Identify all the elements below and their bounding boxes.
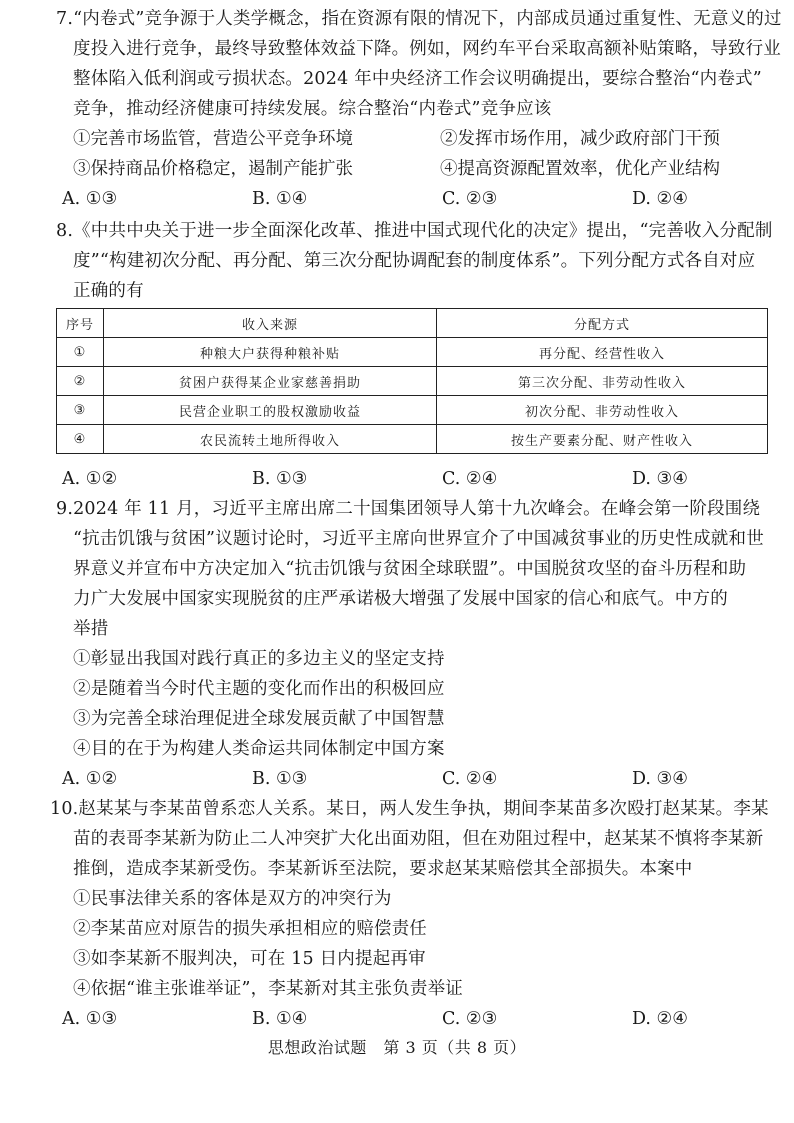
question-10-item-3: ③如李某新不服判决，可在 15 日内提起再审	[73, 949, 426, 969]
table-header-cell: 分配方式	[437, 309, 768, 338]
choice-a[interactable]: A. ①③	[62, 189, 118, 209]
question-9-stem-line: 9.2024 年 11 月，习近平主席出席二十国集团领导人第十九次峰会。在峰会第一阶段围绕	[56, 499, 761, 519]
table-row	[57, 396, 768, 425]
question-7-item-3: ③保持商品价格稳定，遏制产能扩张	[73, 159, 353, 179]
question-7-stem-line: 整体陷入低利润或亏损状态。2024 年中央经济工作会议明确提出，要综合整治“内卷式”	[73, 69, 762, 89]
table-cell: 种粮大户获得种粮补贴	[104, 338, 437, 367]
table-cell: 第三次分配、非劳动性收入	[437, 367, 768, 396]
table-cell: ①	[57, 338, 104, 367]
choice-b[interactable]: B. ①③	[252, 469, 308, 489]
choice-b[interactable]: B. ①④	[252, 189, 308, 209]
choice-b[interactable]: B. ①④	[252, 1009, 308, 1029]
question-9	[56, 494, 768, 794]
question-7-items-row	[56, 154, 768, 184]
choice-b[interactable]: B. ①③	[252, 769, 308, 789]
income-distribution-table	[56, 308, 768, 454]
question-7-stem-line: 7.“内卷式”竞争源于人类学概念，指在资源有限的情况下，内部成员通过重复性、无意义的过	[56, 9, 782, 29]
table-header-cell: 序号	[57, 309, 104, 338]
table-cell: ④	[57, 425, 104, 454]
choice-a[interactable]: A. ①②	[62, 469, 118, 489]
table-cell: 贫困户获得某企业家慈善捐助	[104, 367, 437, 396]
choice-d[interactable]: D. ③④	[632, 769, 688, 789]
table-row	[57, 367, 768, 396]
question-8-choices	[56, 464, 768, 494]
question-10	[50, 794, 769, 1034]
question-9-choices	[56, 764, 768, 794]
question-8-stem-line: 度”“构建初次分配、再分配、第三次分配协调配套的制度体系”。下列分配方式各自对应	[73, 251, 756, 271]
question-9-item-4: ④目的在于为构建人类命运共同体制定中国方案	[73, 739, 445, 759]
table-cell: 再分配、经营性收入	[437, 338, 768, 367]
choice-a[interactable]: A. ①②	[62, 769, 118, 789]
choice-c[interactable]: C. ②③	[442, 189, 498, 209]
question-9-stem-line: “抗击饥饿与贫困”议题讨论时，习近平主席向世界宣介了中国减贫事业的历史性成就和世	[73, 529, 764, 549]
question-10-item-2: ②李某苗应对原告的损失承担相应的赔偿责任	[73, 919, 427, 939]
question-8-stem-line: 8.《中共中央关于进一步全面深化改革、推进中国式现代化的决定》提出，“完善收入分配制	[56, 221, 773, 241]
page-footer: 思想政治试题 第 3 页（共 8 页）	[267, 1038, 527, 1057]
question-10-stem-line: 苗的表哥李某新为防止二人冲突扩大化出面劝阻，但在劝阻过程中，赵某某不慎将李某新	[73, 829, 764, 849]
question-10-choices	[50, 1004, 762, 1034]
table-row	[57, 338, 768, 367]
question-9-stem-line: 力广大发展中国家实现脱贫的庄严承诺极大增强了发展中国家的信心和底气。中方的	[73, 589, 728, 609]
question-9-item-3: ③为完善全球治理促进全球发展贡献了中国智慧	[73, 709, 445, 729]
question-7-choices	[56, 184, 768, 214]
table-row	[57, 425, 768, 454]
question-9-stem-line: 举措	[73, 619, 109, 639]
question-8-stem-line: 正确的有	[73, 281, 144, 301]
table-cell: 民营企业职工的股权激励收益	[104, 396, 437, 425]
question-8-choices-wrap	[56, 464, 768, 494]
choice-c[interactable]: C. ②④	[442, 769, 498, 789]
question-9-item-1: ①彰显出我国对践行真正的多边主义的坚定支持	[73, 649, 445, 669]
choice-d[interactable]: D. ③④	[632, 469, 688, 489]
choice-c[interactable]: C. ②④	[442, 469, 498, 489]
question-10-stem-line: 10.赵某某与李某苗曾系恋人关系。某日，两人发生争执，期间李某苗多次殴打赵某某。李某	[50, 799, 769, 819]
choice-c[interactable]: C. ②③	[442, 1009, 498, 1029]
table-cell: 农民流转土地所得收入	[104, 425, 437, 454]
table-cell: ③	[57, 396, 104, 425]
question-7-stem-line: 竞争，推动经济健康可持续发展。综合整治“内卷式”竞争应该	[73, 99, 552, 119]
choice-d[interactable]: D. ②④	[632, 189, 688, 209]
question-7-item-1: ①完善市场监管，营造公平竞争环境	[73, 129, 353, 149]
question-7-items-row	[56, 124, 768, 154]
table-cell: 初次分配、非劳动性收入	[437, 396, 768, 425]
table-cell: 按生产要素分配、财产性收入	[437, 425, 768, 454]
question-7	[56, 4, 782, 214]
question-7-item-4: ④提高资源配置效率，优化产业结构	[440, 159, 720, 179]
question-7-stem-line: 度投入进行竞争，最终导致整体效益下降。例如，网约车平台采取高额补贴策略，导致行业	[73, 39, 781, 59]
choice-a[interactable]: A. ①③	[62, 1009, 118, 1029]
question-9-item-2: ②是随着当今时代主题的变化而作出的积极回应	[73, 679, 445, 699]
choice-d[interactable]: D. ②④	[632, 1009, 688, 1029]
table-header-cell: 收入来源	[104, 309, 437, 338]
table-header-row	[57, 309, 768, 338]
question-10-stem-line: 推倒，造成李某新受伤。李某新诉至法院，要求赵某某赔偿其全部损失。本案中	[73, 859, 693, 879]
question-9-stem-line: 界意义并宣布中方决定加入“抗击饥饿与贫困全球联盟”。中国脱贫攻坚的奋斗历程和助	[73, 559, 747, 579]
question-10-item-4: ④依据“谁主张谁举证”，李某新对其主张负责举证	[73, 979, 463, 999]
table-cell: ②	[57, 367, 104, 396]
question-8	[56, 216, 773, 306]
question-10-item-1: ①民事法律关系的客体是双方的冲突行为	[73, 889, 392, 909]
question-7-item-2: ②发挥市场作用，减少政府部门干预	[440, 129, 720, 149]
